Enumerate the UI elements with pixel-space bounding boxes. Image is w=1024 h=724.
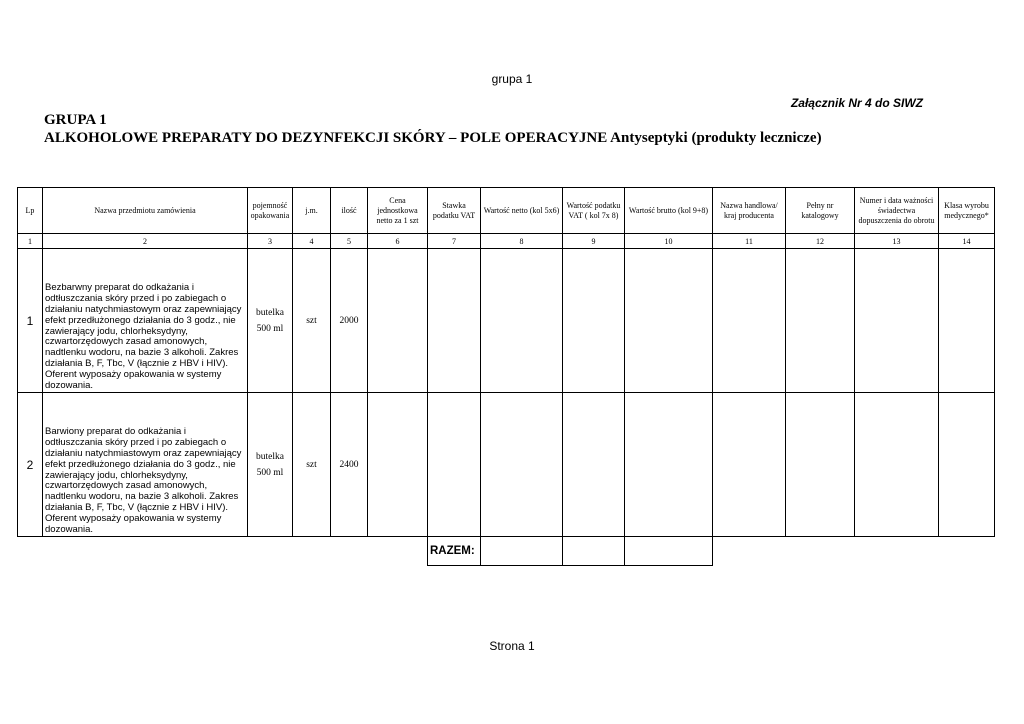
column-number: 3 bbox=[248, 234, 293, 249]
column-number-row bbox=[18, 234, 995, 249]
column-header: Cena jednostkowa netto za 1 szt bbox=[368, 188, 428, 234]
column-header: Klasa wyrobu medycznego* bbox=[939, 188, 995, 234]
column-number: 2 bbox=[43, 234, 248, 249]
group-title: GRUPA 1 bbox=[44, 112, 107, 128]
package-size bbox=[248, 249, 293, 393]
column-header: pojemność opakowania bbox=[248, 188, 293, 234]
item-description: Barwiony preparat do odkażania i odtłuszczania skóry przed i po zabiegach o działaniu natychmiastowym oraz zapewniający efekt przedłużonego działania do 3 godz., nie zawierający jodu, chlorheksydyny, czwartorzędowych zasad amonowych, nadtlenku wodoru, na bazie 3 alkoholi. Zakres działania B, F, Tbc, V (łącznie z HBV i HIV). Oferent wyposaży opakowania w systemy dozowania. bbox=[43, 393, 248, 537]
total-gross-cell[interactable] bbox=[625, 537, 713, 566]
column-header: Pełny nr katalogowy bbox=[786, 188, 855, 234]
group-subtitle: ALKOHOLOWE PREPARATY DO DEZYNFEKCJI SKÓRY – POLE OPERACYJNE Antyseptyki (produkty lecznicze) bbox=[44, 130, 822, 146]
column-number: 12 bbox=[786, 234, 855, 249]
package-type: butelka bbox=[256, 307, 284, 318]
column-header: Lp bbox=[18, 188, 43, 234]
column-number: 9 bbox=[563, 234, 625, 249]
column-number: 11 bbox=[713, 234, 786, 249]
column-header: j.m. bbox=[293, 188, 331, 234]
quantity-cell: 2400 bbox=[331, 393, 368, 537]
vat-value-cell[interactable] bbox=[563, 393, 625, 537]
table-row bbox=[18, 249, 995, 393]
page-footer: Strona 1 bbox=[489, 639, 535, 653]
total-vat-cell[interactable] bbox=[563, 537, 625, 566]
gross-value-cell[interactable] bbox=[625, 393, 713, 537]
unit-cell: szt bbox=[293, 393, 331, 537]
column-header: Numer i data ważności świadectwa dopuszczenia do obrotu bbox=[855, 188, 939, 234]
net-value-cell[interactable] bbox=[481, 249, 563, 393]
unit-cell: szt bbox=[293, 249, 331, 393]
total-row bbox=[18, 537, 995, 566]
column-header: Nazwa handlowa/ kraj producenta bbox=[713, 188, 786, 234]
package-size bbox=[248, 393, 293, 537]
pricing-table bbox=[17, 187, 995, 566]
header-row bbox=[18, 188, 995, 234]
column-number: 6 bbox=[368, 234, 428, 249]
trade-name-cell[interactable] bbox=[713, 249, 786, 393]
unit-price-cell[interactable] bbox=[368, 249, 428, 393]
column-header: Nazwa przedmiotu zamówienia bbox=[43, 188, 248, 234]
unit-price-cell[interactable] bbox=[368, 393, 428, 537]
column-header: Stawka podatku VAT bbox=[428, 188, 481, 234]
annex-label: Załącznik Nr 4 do SIWZ bbox=[790, 96, 923, 110]
net-value-cell[interactable] bbox=[481, 393, 563, 537]
vat-rate-cell[interactable] bbox=[428, 393, 481, 537]
page-header: grupa 1 bbox=[491, 72, 533, 86]
table-row bbox=[18, 393, 995, 537]
column-number: 7 bbox=[428, 234, 481, 249]
certificate-cell[interactable] bbox=[855, 249, 939, 393]
column-header: Wartość netto (kol 5x6) bbox=[481, 188, 563, 234]
column-number: 1 bbox=[18, 234, 43, 249]
total-spacer bbox=[713, 537, 995, 566]
device-class-cell[interactable] bbox=[939, 249, 995, 393]
package-volume: 500 ml bbox=[256, 467, 284, 478]
column-number: 4 bbox=[293, 234, 331, 249]
column-number: 10 bbox=[625, 234, 713, 249]
column-number: 8 bbox=[481, 234, 563, 249]
catalog-number-cell[interactable] bbox=[786, 393, 855, 537]
column-number: 14 bbox=[939, 234, 995, 249]
trade-name-cell[interactable] bbox=[713, 393, 786, 537]
row-number: 2 bbox=[18, 393, 43, 537]
gross-value-cell[interactable] bbox=[625, 249, 713, 393]
item-description: Bezbarwny preparat do odkażania i odtłuszczania skóry przed i po zabiegach o działaniu natychmiastowym oraz zapewniający efekt przedłużonego działania do 3 godz., nie zawierający jodu, chlorheksydyny, czwartorzędowych zasad amonowych, nadtlenku wodoru, na bazie 3 alkoholi. Zakres działania B, F, Tbc, V (łącznie z HBV i HIV). Oferent wyposaży opakowania w systemy dozowania. bbox=[43, 249, 248, 393]
total-label: RAZEM: bbox=[428, 537, 481, 566]
column-header: Wartość podatku VAT ( kol 7x 8) bbox=[563, 188, 625, 234]
total-net-cell[interactable] bbox=[481, 537, 563, 566]
column-number: 5 bbox=[331, 234, 368, 249]
column-header: ilość bbox=[331, 188, 368, 234]
column-number: 13 bbox=[855, 234, 939, 249]
row-number: 1 bbox=[18, 249, 43, 393]
catalog-number-cell[interactable] bbox=[786, 249, 855, 393]
column-header: Wartość brutto (kol 9+8) bbox=[625, 188, 713, 234]
package-volume: 500 ml bbox=[256, 323, 284, 334]
total-spacer bbox=[18, 537, 428, 566]
vat-rate-cell[interactable] bbox=[428, 249, 481, 393]
vat-value-cell[interactable] bbox=[563, 249, 625, 393]
package-type: butelka bbox=[256, 451, 284, 462]
device-class-cell[interactable] bbox=[939, 393, 995, 537]
quantity-cell: 2000 bbox=[331, 249, 368, 393]
certificate-cell[interactable] bbox=[855, 393, 939, 537]
